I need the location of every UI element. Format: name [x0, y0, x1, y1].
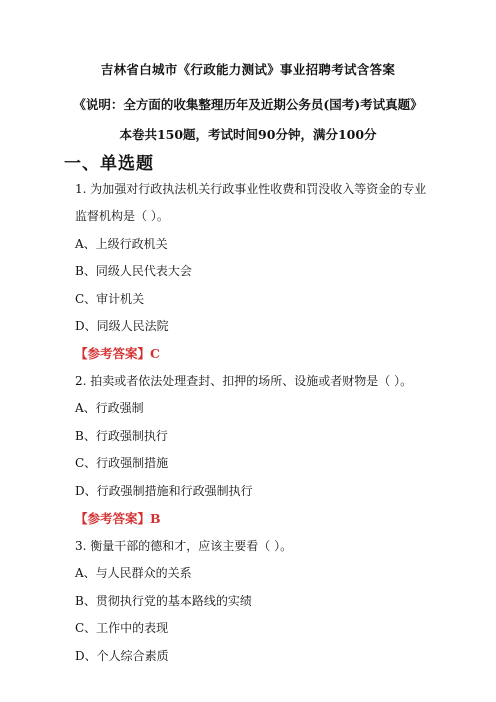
question-3-option-b: B、贯彻执行党的基本路线的实绩 [75, 594, 252, 608]
question-1-option-a: A、上级行政机关 [75, 237, 168, 251]
question-1-option-d: D、同级人民法院 [75, 319, 169, 333]
question-1-answer: 【参考答案】C [75, 346, 160, 361]
question-2-option-c: C、行政强制措施 [75, 456, 169, 470]
question-1-text-line-1: 1. 为加强对行政执法机关行政事业性收费和罚没收入等资金的专业 [75, 182, 427, 196]
question-2-answer: 【参考答案】B [75, 511, 161, 526]
question-2-text-line-1: 2. 拍卖或者依法处理查封、扣押的场所、设施或者财物是（ ）。 [75, 374, 413, 388]
question-3-text-line-1: 3. 衡量干部的德和才，应该主要看（ ）。 [75, 539, 293, 553]
question-1-option-b: B、同级人民代表大会 [75, 264, 192, 278]
exam-info: 本卷共150题，考试时间90分钟，满分100分 [119, 127, 377, 142]
question-1-text-line-2: 监督机构是（ ）。 [75, 209, 169, 223]
section-heading: 一、单选题 [64, 154, 154, 174]
question-2-option-b: B、行政强制执行 [75, 429, 168, 443]
question-2-option-d: D、行政强制措施和行政强制执行 [75, 484, 253, 498]
question-2-option-a: A、行政强制 [75, 401, 144, 415]
question-3-option-c: C、工作中的表现 [75, 621, 169, 635]
document-subtitle: 《说明：全方面的收集整理历年及近期公务员(国考)考试真题》 [73, 97, 423, 112]
question-1-option-c: C、审计机关 [75, 292, 145, 306]
document-title: 吉林省白城市《行政能力测试》事业招聘考试含答案 [100, 62, 396, 77]
question-3-option-d: D、个人综合素质 [75, 649, 169, 663]
question-3-option-a: A、与人民群众的关系 [75, 566, 192, 580]
